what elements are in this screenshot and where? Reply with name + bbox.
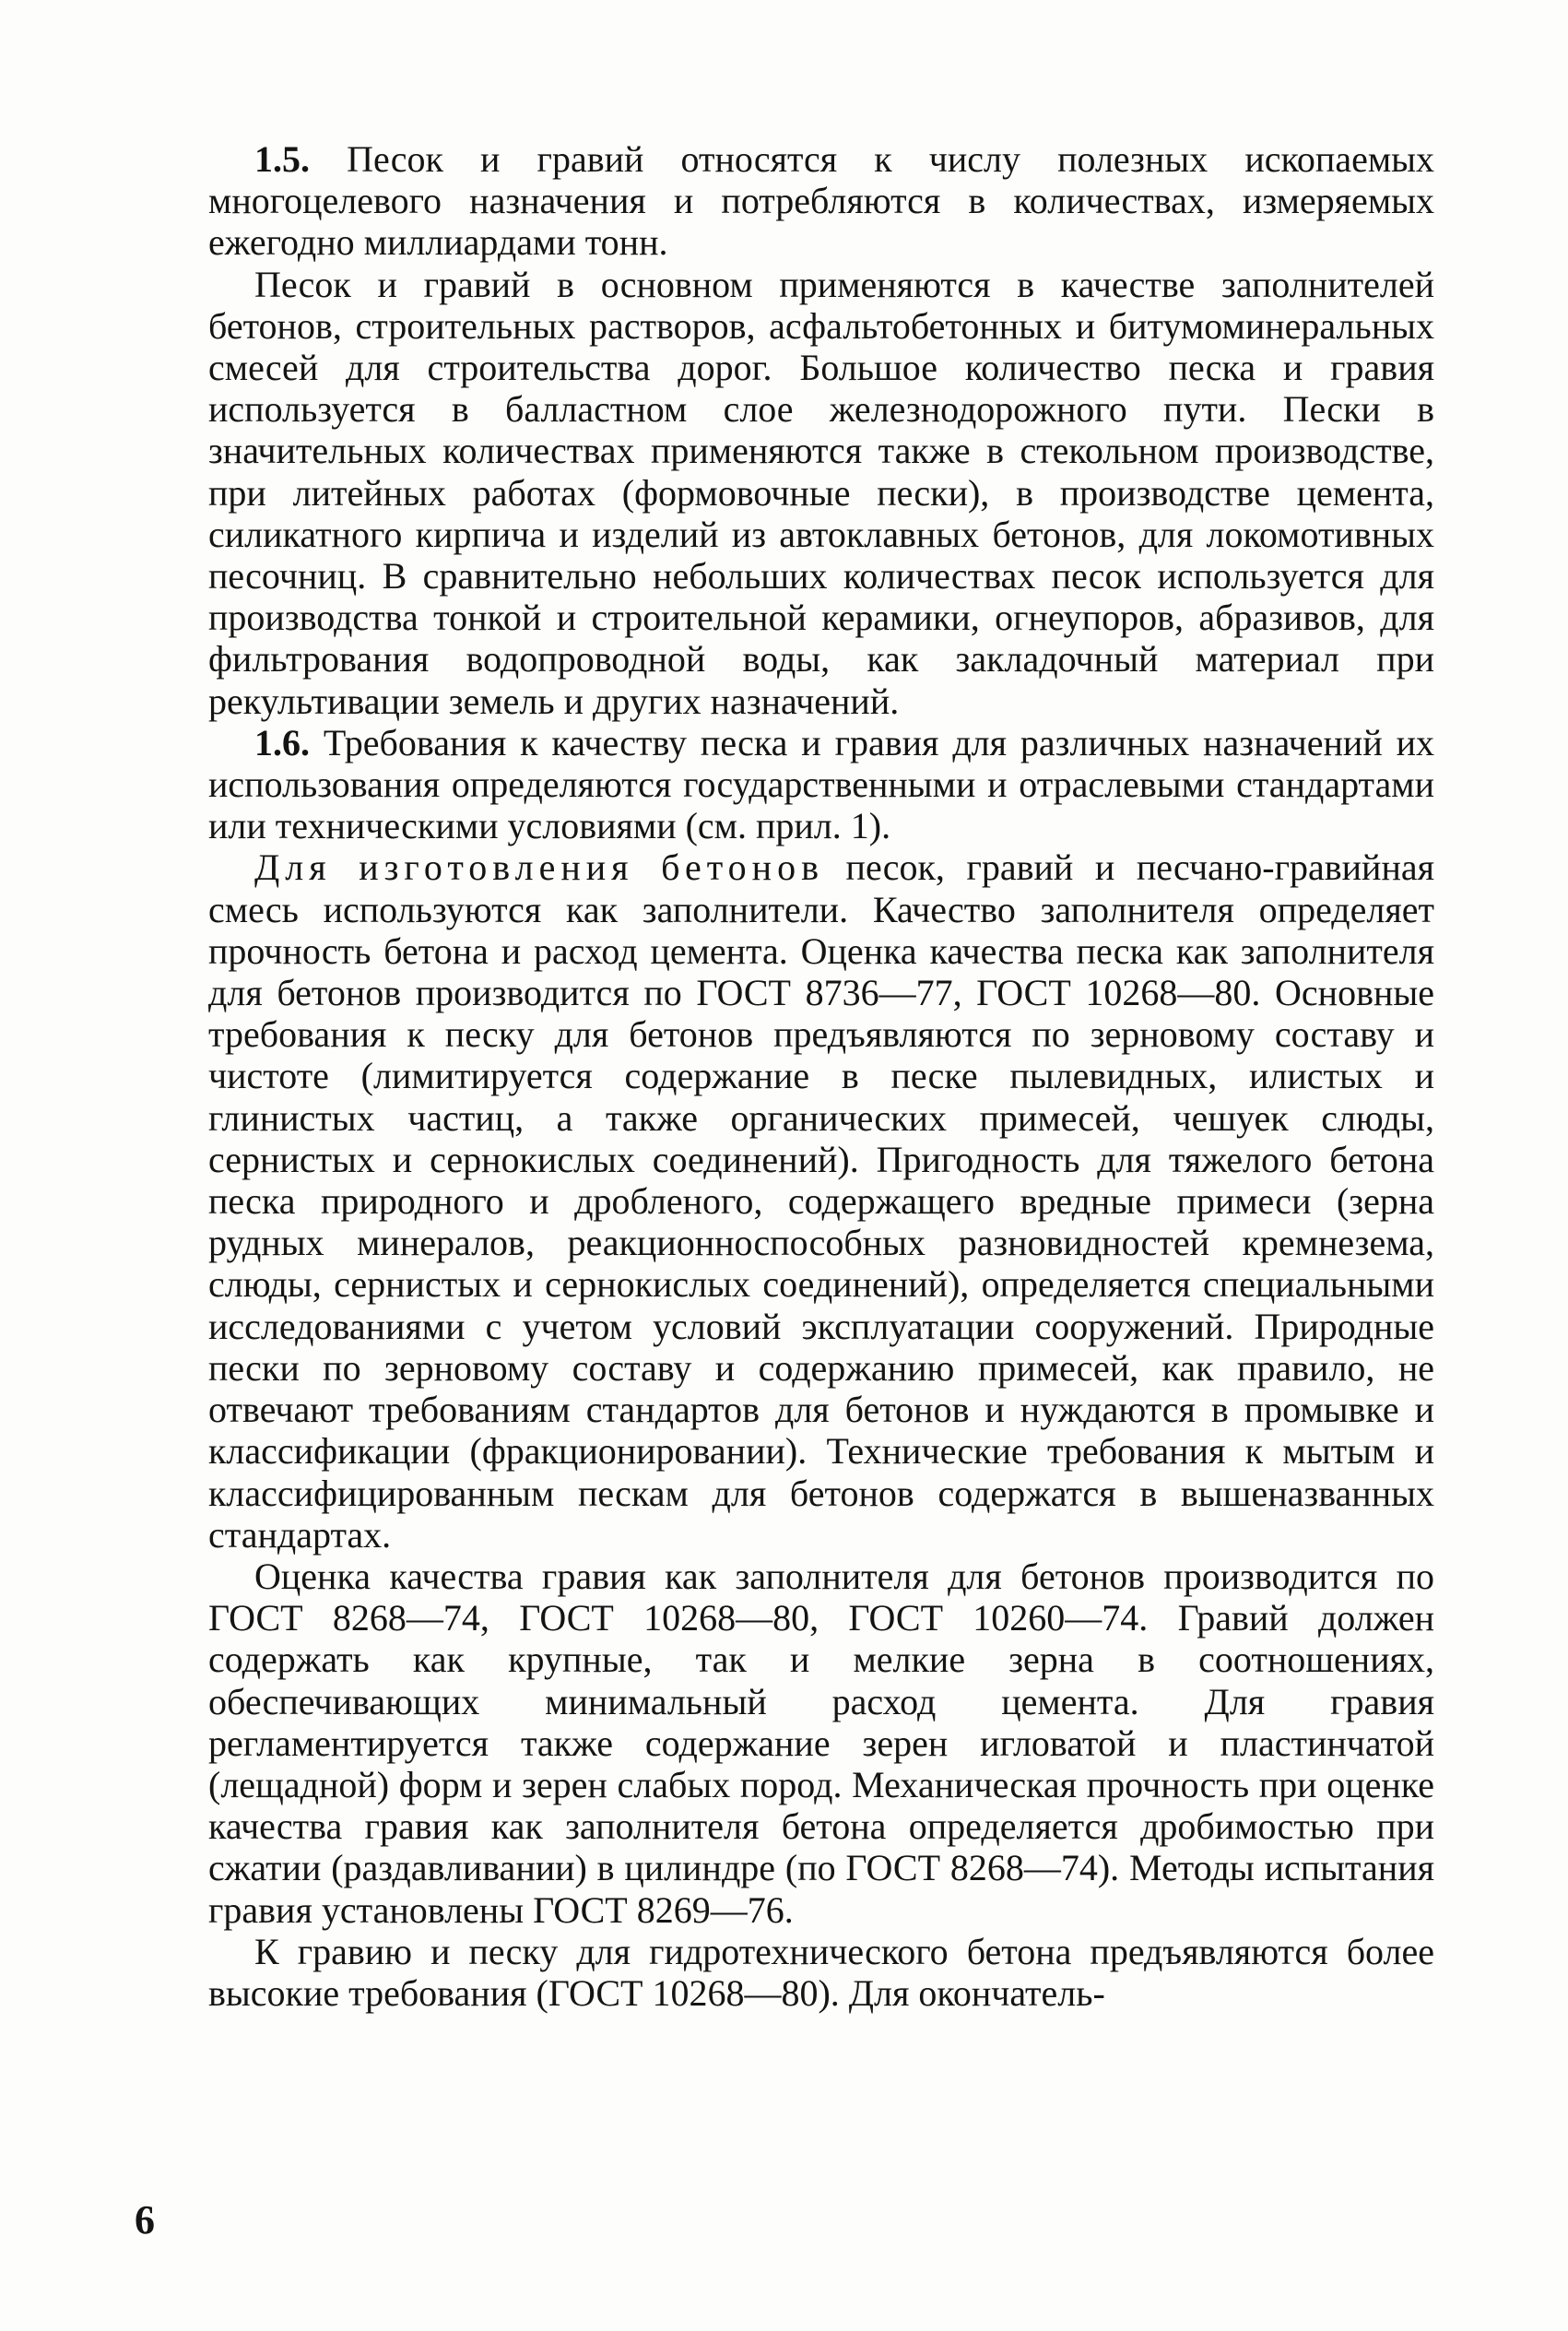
- paragraph-1-6: [208, 722, 1434, 847]
- paragraph-gravel-quality: [208, 1556, 1434, 1931]
- paragraph-text: К гравию и песку для гидротехнического бетона предъявляются более высокие требования (ГОСТ 10268—80). Для окончатель-: [208, 1930, 1434, 2014]
- paragraph-sand-gravel-uses: [208, 264, 1434, 722]
- paragraph-text: Песок и гравий в основном применяются в качестве заполнителей бетонов, строительных растворов, асфальтобетонных и битумоминеральных смесей для строительства дорог. Большое количество песка и гравия используется в балластном слое железнодорожного пути. Пески в значительных количествах применяются также в стекольном производстве, при литейных работах (формовочные пески), в производстве цемента, силикатного кирпича и изделий из автоклавных бетонов, для локомотивных песочниц. В сравнительно небольших количествах песок используется для производства тонкой и строительной керамики, огнеупоров, абразивов, для фильтрования водопроводной воды, как закладочный материал при рекультивации земель и других назначений.: [208, 263, 1434, 722]
- paragraph-number: 1.5.: [254, 138, 310, 180]
- paragraph-text: Требования к качеству песка и гравия для различных назначений их использования определяются государственными и отраслевыми стандартами или техническими условиями (см. прил. 1).: [208, 721, 1435, 847]
- paragraph-text: Песок и гравий относятся к числу полезных ископаемых многоцелевого назначения и потребляются в количествах, измеряемых ежегодно миллиардами тонн.: [208, 138, 1435, 264]
- paragraph-number: 1.6.: [254, 721, 310, 763]
- spaced-lead-phrase: Для изготовления бетонов: [254, 846, 824, 889]
- paragraph-hydrotechnical-concrete: [208, 1931, 1434, 2014]
- paragraph-1-5: [208, 138, 1434, 264]
- page-number: 6: [135, 2197, 155, 2242]
- paragraph-text: песок, гравий и песчано-гравийная смесь используются как заполнители. Качество заполнителя определяет прочность бетона и расход цемента. Оценка качества песка как заполнителя для бетонов производится по ГОСТ 8736—77, ГОСТ 10268—80. Основные требования к песку для бетонов предъявляются по зерновому составу и чистоте (лимитируется содержание в песке пылевидных, илистых и глинистых частиц, а также органических примесей, чешуек слюды, сернистых и сернокислых соединений). Пригодность для тяжелого бетона песка природного и дробленого, содержащего вредные примеси (зерна рудных минералов, реакционноспособных разновидностей кремнезема, слюды, сернистых и сернокислых соединений), определяется специальными исследованиями с учетом условий эксплуатации сооружений. Природные пески по зерновому составу и содержанию примесей, как правило, не отвечают требованиям стандартов для бетонов и нуждаются в промывке и классификации (фракционировании). Технические требования к мытым и классифицированным пескам для бетонов содержатся в вышеназванных стандартах.: [208, 846, 1434, 1556]
- paragraph-concrete-aggregates: [208, 846, 1434, 1555]
- body-text: [208, 138, 1434, 2014]
- paragraph-text: Оценка качества гравия как заполнителя для бетонов производится по ГОСТ 8268—74, ГОСТ 10268—80, ГОСТ 10260—74. Гравий должен содержать как крупные, так и мелкие зерна в соотношениях, обеспечивающих минимальный расход цемента. Для гравия регламентируется также содержание зерен игловатой и пластинчатой (лещадной) форм и зерен слабых пород. Механическая прочность при оценке качества гравия как заполнителя бетона определяется дробимостью при сжатии (раздавливании) в цилиндре (по ГОСТ 8268—74). Методы испытания гравия установлены ГОСТ 8269—76.: [208, 1555, 1434, 1931]
